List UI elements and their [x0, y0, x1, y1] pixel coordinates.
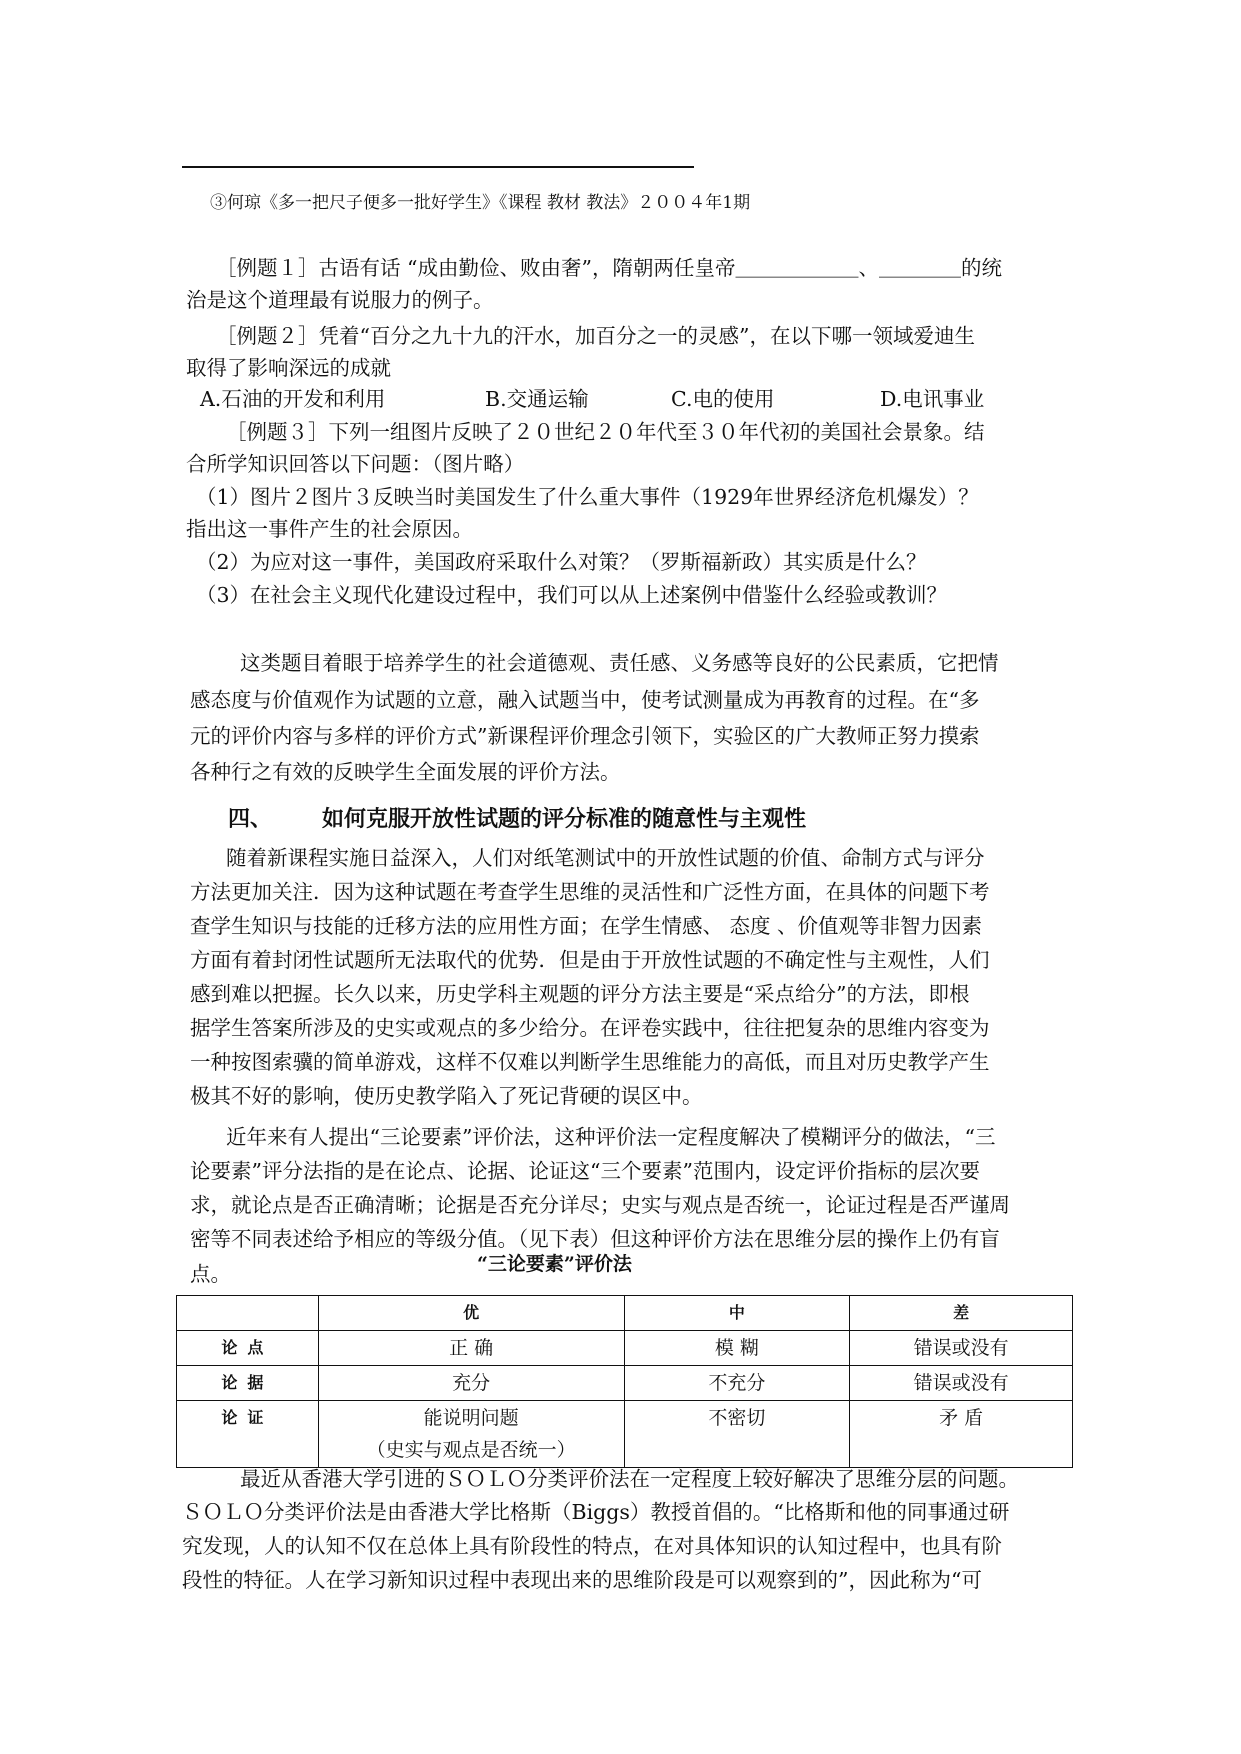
paragraph4-line1: 最近从香港大学引进的ＳＯＬＯ分类评价法在一定程度上较好解决了思维分层的问题。 — [240, 1467, 1019, 1491]
example3-line1: ［例题３］下列一组图片反映了２０世纪２０年代至３０年代初的美国社会景象。结 — [226, 420, 985, 444]
paragraph3-line4: 密等不同表述给予相应的等级分值。（见下表）但这种评价方法在思维分层的操作上仍有盲 — [190, 1227, 1000, 1251]
section4-number: 四、 — [228, 807, 273, 832]
cell-good-line1: 能说明问题 — [423, 1407, 519, 1429]
paragraph4-line2: ＳＯＬＯ分类评价法是由香港大学比格斯（Biggs）教授首倡的。“比格斯和他的同事通过研 — [182, 1500, 1010, 1524]
paragraph3-line5: 点。 — [190, 1262, 231, 1286]
paragraph2-line5: 感到难以把握。长久以来，历史学科主观题的评分方法主要是“采点给分”的方法，即根 — [190, 982, 970, 1006]
paragraph1-line4: 各种行之有效的反映学生全面发展的评价方法。 — [190, 760, 621, 784]
example2-option-d: D.电讯事业 — [880, 387, 985, 411]
example1-line2: 治是这个道理最有说服力的例子。 — [186, 288, 494, 312]
table-row — [177, 1331, 1073, 1366]
paragraph2-line7: 一种按图索骥的简单游戏，这样不仅难以判断学生思维能力的高低，而且对历史教学产生 — [190, 1050, 990, 1074]
row-label: 论证 — [177, 1401, 319, 1468]
row-label: 论据 — [177, 1366, 319, 1401]
cell-mid: 模 糊 — [624, 1331, 850, 1366]
example2-line2: 取得了影响深远的成就 — [186, 356, 391, 380]
example2-option-a: A.石油的开发和利用 — [200, 387, 386, 411]
question3: （3）在社会主义现代化建设过程中，我们可以从上述案例中借鉴什么经验或教训？ — [196, 583, 948, 607]
cell-good — [318, 1401, 624, 1468]
table-row — [177, 1401, 1073, 1468]
table-title: “三论要素”评价法 — [477, 1253, 632, 1275]
header-empty-cell — [177, 1296, 319, 1331]
paragraph2-line8: 极其不好的影响，使历史教学陷入了死记背硬的误区中。 — [190, 1084, 703, 1108]
paragraph3-line2: 论要素”评分法指的是在论点、论据、论证这“三个要素”范围内，设定评价指标的层次要 — [190, 1159, 980, 1183]
cell-poor: 矛 盾 — [850, 1401, 1073, 1468]
cell-good: 充分 — [318, 1366, 624, 1401]
paragraph2-line2: 方法更加关注．因为这种试题在考查学生思维的灵活性和广泛性方面，在具体的问题下考 — [190, 880, 990, 904]
row-label: 论点 — [177, 1331, 319, 1366]
paragraph1-line2: 感态度与价值观作为试题的立意，融入试题当中，使考试测量成为再教育的过程。在“多 — [190, 688, 980, 712]
question1-line2: 指出这一事件产生的社会原因。 — [186, 517, 473, 541]
header-good: 优 — [318, 1296, 624, 1331]
example1-line1: ［例题１］古语有话 “成由勤俭、败由奢”，隋朝两任皇帝＿＿＿＿＿＿、＿＿＿＿的统 — [216, 256, 1002, 280]
cell-mid: 不充分 — [624, 1366, 850, 1401]
example2-option-b: B.交通运输 — [485, 387, 589, 411]
cell-mid: 不密切 — [624, 1401, 850, 1468]
paragraph4-line3: 究发现，人的认知不仅在总体上具有阶段性的特点，在对具体知识的认知过程中，也具有阶 — [182, 1534, 1002, 1558]
paragraph2-line1: 随着新课程实施日益深入，人们对纸笔测试中的开放性试题的价值、命制方式与评分 — [226, 846, 985, 870]
paragraph2-line3: 查学生知识与技能的迁移方法的应用性方面；在学生情感、 态度 、价值观等非智力因素 — [190, 914, 983, 938]
paragraph3-line1: 近年来有人提出“三论要素”评价法，这种评价法一定程度解决了模糊评分的做法，“三 — [226, 1125, 996, 1149]
paragraph1-line3: 元的评价内容与多样的评价方式”新课程评价理念引领下，实验区的广大教师正努力摸索 — [190, 724, 980, 748]
header-poor: 差 — [850, 1296, 1073, 1331]
rubric-table — [176, 1295, 1073, 1468]
paragraph4-line4: 段性的特征。人在学习新知识过程中表现出来的思维阶段是可以观察到的”，因此称为“可 — [182, 1568, 982, 1592]
cell-good: 正 确 — [318, 1331, 624, 1366]
section4-title: 如何克服开放性试题的评分标准的随意性与主观性 — [322, 807, 807, 832]
question1-line1: （1）图片２图片３反映当时美国发生了什么重大事件（1929年世界经济危机爆发）？ — [196, 485, 979, 509]
cell-good-line2: （史实与观点是否统一） — [366, 1439, 576, 1461]
header-mid: 中 — [624, 1296, 850, 1331]
table-row — [177, 1366, 1073, 1401]
question2: （2）为应对这一事件，美国政府采取什么对策？（罗斯福新政）其实质是什么？ — [196, 550, 927, 574]
footnote-separator — [182, 166, 694, 168]
paragraph3-line3: 求，就论点是否正确清晰；论据是否充分详尽；史实与观点是否统一，论证过程是否严谨周 — [190, 1193, 1010, 1217]
footnote-text: ③何琼《多一把尺子便多一批好学生》《课程 教材 教法》２００４年1期 — [210, 193, 751, 213]
example2-line1: ［例题２］凭着“百分之九十九的汗水，加百分之一的灵感”，在以下哪一领域爱迪生 — [216, 324, 975, 348]
example2-option-c: C.电的使用 — [671, 387, 775, 411]
paragraph2-line4: 方面有着封闭性试题所无法取代的优势．但是由于开放性试题的不确定性与主观性，人们 — [190, 948, 990, 972]
cell-poor: 错误或没有 — [850, 1331, 1073, 1366]
paragraph1-line1: 这类题目着眼于培养学生的社会道德观、责任感、义务感等良好的公民素质，它把情 — [240, 651, 999, 675]
table-header-row — [177, 1296, 1073, 1331]
paragraph2-line6: 据学生答案所涉及的史实或观点的多少给分。在评卷实践中，往往把复杂的思维内容变为 — [190, 1016, 990, 1040]
cell-poor: 错误或没有 — [850, 1366, 1073, 1401]
example3-line2: 合所学知识回答以下问题：（图片略） — [186, 452, 525, 476]
